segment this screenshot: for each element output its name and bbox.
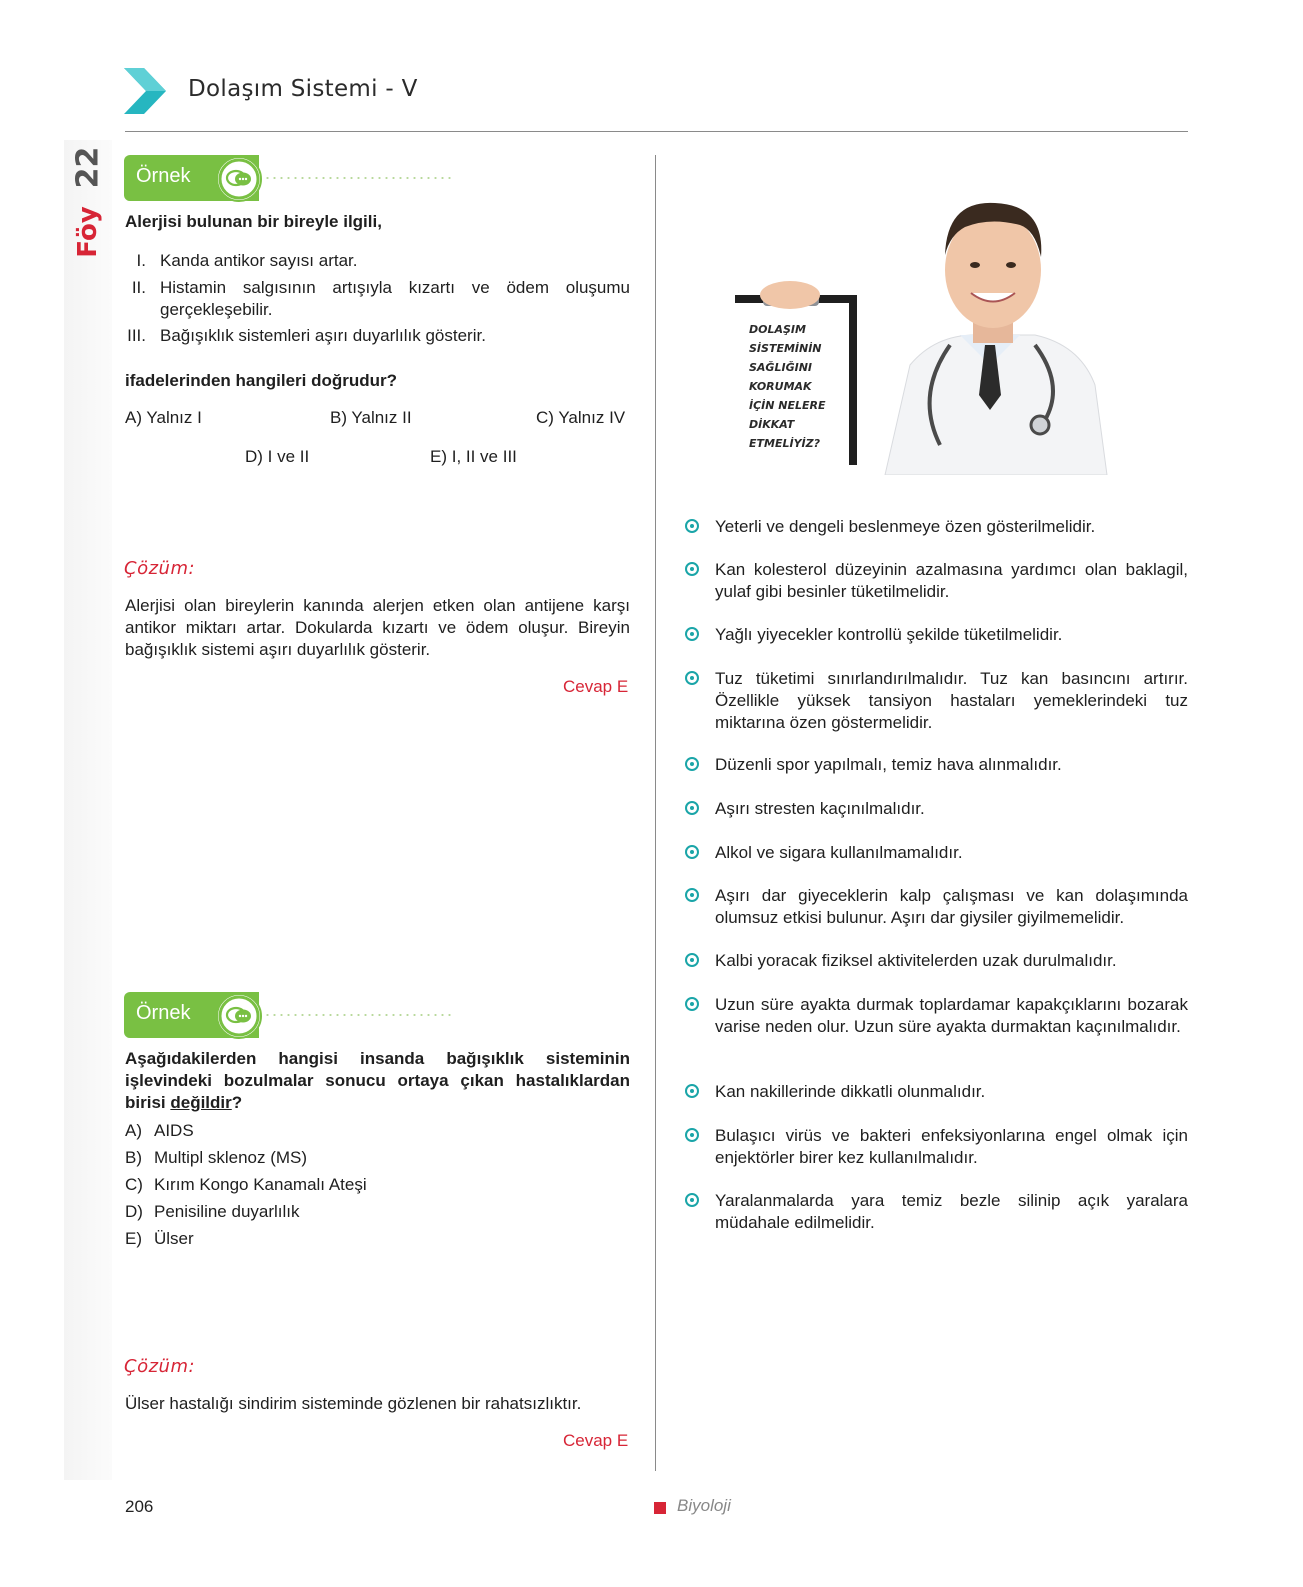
tip-text: Aşırı dar giyeceklerin kalp çalışması ve kan dolaşımında olumsuz etkisi bulunur. Aşırı dar giysiler giyilmemelidir. — [715, 886, 1188, 927]
roman-numeral: I. — [136, 251, 146, 270]
tip-text: Alkol ve sigara kullanılmamalıdır. — [715, 843, 963, 862]
tip-text: Yağlı yiyecekler kontrollü şekilde tüketilmelidir. — [715, 625, 1063, 644]
bullet-circle-icon — [685, 997, 699, 1011]
option-e: E) I, II ve III — [430, 447, 517, 466]
tip-text: Kalbi yoracak fiziksel aktivitelerden uzak durulmalıdır. — [715, 951, 1117, 970]
stem-underlined: değildir — [170, 1093, 232, 1112]
example1-question: ifadelerinden hangileri doğrudur? — [125, 371, 398, 390]
tip-text: Düzenli spor yapılmalı, temiz hava alınmalıdır. — [715, 755, 1062, 774]
bullet-circle-icon — [685, 757, 699, 771]
solution-text: Alerjisi olan bireylerin kanında alerjen etken olan antijene karşı antikor miktarı artar. Dokularda kızartı ve ödem oluşur. Bireyin bağışıklık sistemi aşırı duyarlılık gösterir. — [125, 596, 630, 659]
bullet-circle-icon — [685, 562, 699, 576]
clipboard-line: İÇİN NELERE — [749, 399, 826, 412]
chevron-arrow-icon — [124, 68, 166, 114]
statement-item: Histamin salgısının artışıyla kızartı ve ödem oluşumu gerçekleşebilir. — [160, 278, 630, 319]
bullet-circle-icon — [685, 1084, 699, 1098]
clipboard-line: SİSTEMİNİN — [749, 342, 822, 355]
example1-stem: Alerjisi bulunan bir bireyle ilgili, — [125, 212, 382, 231]
svg-text:Föy: Föy — [73, 206, 103, 258]
stem-end: ? — [231, 1093, 243, 1112]
example2-stem — [125, 1048, 630, 1114]
clipboard-line: ETMELİYİZ? — [749, 437, 820, 450]
side-margin-strip — [64, 140, 112, 1480]
footer-subject: Biyoloji — [677, 1496, 731, 1515]
option-text: AIDS — [154, 1121, 194, 1140]
option-text: Ülser — [154, 1229, 194, 1248]
option-text: Multipl sklenoz (MS) — [154, 1148, 308, 1167]
option-c: C) Yalnız IV — [536, 408, 626, 427]
tip-text: Aşırı stresten kaçınılmalıdır. — [715, 799, 925, 818]
speech-bubble-icon — [216, 993, 262, 1039]
option-letter: B) — [125, 1148, 142, 1167]
roman-numeral: III. — [127, 326, 146, 345]
answer-label: Cevap E — [563, 677, 629, 696]
bullet-circle-icon — [685, 1128, 699, 1142]
option-d: D) I ve II — [245, 447, 310, 466]
statement-item: Bağışıklık sistemleri aşırı duyarlılık gösterir. — [160, 326, 486, 345]
tip-text: Kan nakillerinde dikkatli olunmalıdır. — [715, 1082, 986, 1101]
unit-label — [64, 146, 112, 270]
example-badge — [124, 992, 454, 1038]
bullet-circle-icon — [685, 519, 699, 533]
unit-number: 22 — [70, 146, 106, 189]
tip-text: Yeterli ve dengeli beslenmeye özen gösterilmelidir. — [715, 517, 1096, 536]
header-rule — [125, 131, 1188, 132]
option-text: Kırım Kongo Kanamalı Ateşi — [154, 1175, 367, 1194]
tip-text: Tuz tüketimi sınırlandırılmalıdır. Tuz kan basıncını artırır. Özellikle yüksek tansiyon hastaları yemeklerindeki tuz miktarına özen göstermelidir. — [715, 669, 1188, 732]
page-number: 206 — [125, 1497, 154, 1516]
tip-text: Uzun süre ayakta durmak toplardamar kapakçıklarını bozarak varise neden olur. Uzun süre ayakta durmaktan kaçınılmalıdır. — [715, 995, 1188, 1036]
statement-item: Kanda antikor sayısı artar. — [160, 251, 358, 270]
doctor-clipboard-illustration — [735, 195, 1115, 475]
tip-text: Bulaşıcı virüs ve bakteri enfeksiyonlarına engel olmak için enjektörler birer kez kullanılmalıdır. — [715, 1126, 1188, 1167]
option-letter: E) — [125, 1229, 142, 1248]
column-divider — [655, 155, 656, 1471]
tip-text: Yaralanmalarda yara temiz bezle silinip açık yaralara müdahale edilmelidir. — [715, 1191, 1188, 1232]
bullet-circle-icon — [685, 953, 699, 967]
bullet-circle-icon — [685, 888, 699, 902]
solution-heading: Çözüm: — [124, 1356, 196, 1377]
option-text: Penisiline duyarlılık — [154, 1202, 300, 1221]
solution-text: Ülser hastalığı sindirim sisteminde gözlenen bir rahatsızlıktır. — [125, 1394, 582, 1413]
roman-numeral: II. — [131, 278, 146, 297]
bullet-circle-icon — [685, 845, 699, 859]
footer-square-icon — [654, 1502, 666, 1514]
clipboard-line: DOLAŞIM — [749, 323, 806, 336]
option-b: B) Yalnız II — [330, 408, 412, 427]
clipboard-line: SAĞLIĞINI — [749, 361, 812, 374]
example-badge-label: Örnek — [136, 1002, 191, 1024]
answer-label: Cevap E — [563, 1431, 629, 1450]
example-badge-label: Örnek — [136, 165, 191, 187]
tip-text: Kan kolesterol düzeyinin azalmasına yardımcı olan baklagil, yulaf gibi besinler tüketilmelidir. — [715, 560, 1188, 601]
speech-bubble-icon — [216, 156, 262, 202]
bullet-circle-icon — [685, 671, 699, 685]
option-letter: A) — [125, 1121, 142, 1140]
option-a: A) Yalnız I — [125, 408, 202, 427]
solution-heading: Çözüm: — [124, 558, 196, 579]
stem-main: Aşağıdakilerden hangisi insanda bağışıklık sisteminin işlevindeki bozulmalar sonucu ortaya çıkan hastalıklardan birisi — [125, 1049, 630, 1112]
clipboard-line: KORUMAK — [749, 380, 812, 393]
option-letter: D) — [125, 1202, 143, 1221]
clipboard-line: DİKKAT — [749, 418, 795, 431]
bullet-circle-icon — [685, 1193, 699, 1207]
unit-word-logo — [64, 202, 112, 262]
example-badge — [124, 155, 454, 201]
bullet-circle-icon — [685, 627, 699, 641]
bullet-circle-icon — [685, 801, 699, 815]
option-letter: C) — [125, 1175, 143, 1194]
page-title: Dolaşım Sistemi - V — [188, 76, 418, 102]
